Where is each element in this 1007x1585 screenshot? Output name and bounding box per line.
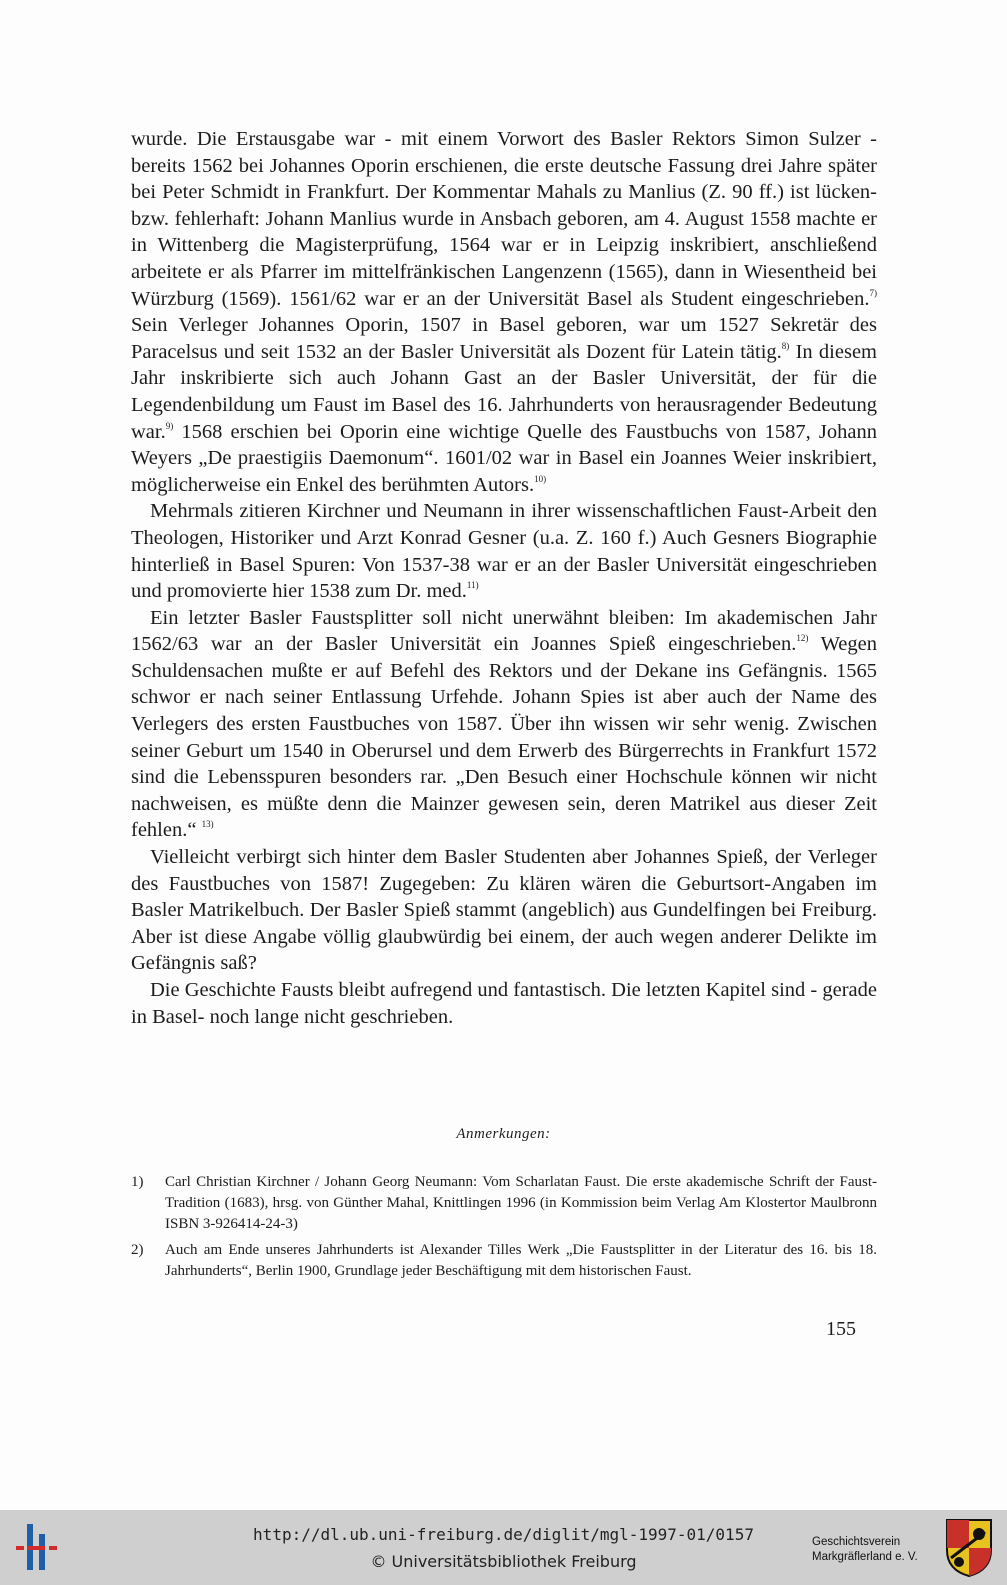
text-run: Vielleicht verbirgt sich hinter dem Basler Studenten aber Johannes Spieß, der Verleger des Faustbuches von 1587! Zugegeben: Zu klären wären die Geburtsort-Angaben im Basler Matrikelbuch. Der Basler Spieß stammt (angeblich) aus Gundelfingen bei Freiburg. Aber ist diese Angabe völlig glaubwürdig bei einem, der auch wegen anderer Delikte im Gefängnis saß?: [131, 846, 877, 975]
footnote-text: Auch am Ende unseres Jahrhunderts ist Alexander Tilles Werk „Die Faustsplitter in der Literatur des 16. bis 18. Jahrhunderts“, Berlin 1900, Grundlage jeder Beschäftigung mit dem historischen Faust.: [165, 1242, 877, 1279]
society-name-line2: Markgräflerland e. V.: [812, 1551, 918, 1563]
footnote-number: 2): [131, 1242, 144, 1258]
copyright-text: © Universitätsbibliothek Freiburg: [370, 1552, 637, 1571]
text-run: Ein letzter Basler Faustsplitter soll nicht unerwähnt bleiben: Im akademischen Jahr 1562/63 war an der Basler Universität ein Joannes Spieß eingeschrieben.: [131, 606, 877, 656]
footnote-reference: 8): [781, 340, 790, 351]
footnote-reference: 13): [201, 819, 214, 830]
text-run: 1568 erschien bei Oporin eine wichtige Quelle des Faustbuchs von 1587, Johann Weyers „De praestigiis Daemonum“. 1601/02 war in Basel ein Joannes Weier inskribiert, möglicherweise ein Enkel des berühmten Autors.: [131, 420, 877, 496]
footnote-reference: 10): [534, 473, 547, 484]
footnote-number: 1): [131, 1174, 144, 1190]
notes-heading: Anmerkungen:: [456, 1126, 551, 1142]
paragraph-4: [131, 844, 877, 977]
footnotes: [131, 1172, 877, 1287]
text-run: Sein Verleger Johannes Oporin, 1507 in Basel geboren, war um 1527 Sekretär des Paracelsus und seit 1532 an der Basler Universität als Dozent für Latein tätig.: [131, 314, 877, 363]
society-name-line1: Geschichtsverein: [812, 1536, 901, 1548]
footnote: [131, 1240, 877, 1282]
text-run: In diesem Jahr inskribierte sich auch Johann Gast an der Basler Universität, der für die Legendenbildung um Faust im Basel des 16. Jahrhunderts von herausragender Bedeutung war.: [131, 340, 877, 443]
paragraph-3: [131, 605, 877, 844]
text-run: Wegen Schuldensachen mußte er auf Befehl des Rektors und der Dekane ins Gefängnis. 1565 schwor er nach seiner Entlassung Urfehde. Johann Spies ist aber auch der Name des Verlegers des ersten Faustbuches von 1587. Über ihn wissen wir sehr wenig. Zwischen seiner Geburt um 1540 in Oberursel und dem Erwerb des Bürgerrechts in Frankfurt 1572 sind die Lebensspuren besonders rar. „Den Besuch einer Hochschule können wir nicht nachweisen, es müßte denn die Mainzer gewesen sein, deren Matrikel aus dieser Zeit fehlen.“: [131, 633, 877, 842]
paragraph-2: [131, 498, 877, 604]
footnote-reference: 11): [466, 580, 479, 591]
footnote-reference: 7): [869, 287, 877, 298]
paragraph-1: [131, 126, 877, 498]
coat-of-arms-icon: [945, 1518, 993, 1578]
body-text: [131, 126, 877, 1030]
text-run: Die Geschichte Fausts bleibt aufregend und fantastisch. Die letzten Kapitel sind - gerade in Basel- noch lange nicht geschrieben.: [131, 979, 877, 1028]
footnote-reference: 12): [796, 633, 809, 644]
footer-bar: [0, 1510, 1007, 1585]
footnote-reference: 9): [165, 420, 174, 431]
text-run: wurde. Die Erstausgabe war - mit einem Vorwort des Basler Rektors Simon Sulzer - bereits 1562 bei Johannes Oporin erschienen, die erste deutsche Fassung drei Jahre später bei Peter Schmidt in Frankfurt. Der Kommentar Mahals zu Manlius (Z. 90 ff.) ist lücken- bzw. fehlerhaft: Johann Manlius wurde in Ansbach geboren, am 4. August 1558 machte er in Wittenberg die Magisterprüfung, 1564 war er in Leipzig inskribiert, anschließend arbeitete er als Pfarrer im mittelfränkischen Langenzenn (1565), dann in Wiesentheid bei Würzburg (1569). 1561/62 war er an der Universität Basel als Student eingeschrieben.: [131, 128, 877, 310]
paragraph-5: [131, 977, 877, 1030]
text-run: Mehrmals zitieren Kirchner und Neumann in ihrer wissenschaftlichen Faust-Arbeit den Theologen, Historiker und Arzt Konrad Gesner (u.a. Z. 160 f.) Auch Gesners Biographie hinterließ in Basel Spuren: Von 1537-38 war er an der Basler Universität eingeschrieben und promovierte hier 1538 zum Dr. med.: [131, 500, 877, 603]
society-name: [812, 1535, 918, 1565]
page-number: 155: [826, 1318, 856, 1340]
footnote: [131, 1172, 877, 1235]
footnote-text: Carl Christian Kirchner / Johann Georg Neumann: Vom Scharlatan Faust. Die erste akademische Schrift der Faust-Tradition (1683), hrsg. von Günther Mahal, Knittlingen 1996 (in Kommission beim Verlag Am Klostertor Maulbronn ISBN 3-926414-24-3): [165, 1174, 877, 1232]
document-url-link[interactable]: http://dl.ub.uni-freiburg.de/diglit/mgl-1997-01/0157: [253, 1525, 754, 1544]
